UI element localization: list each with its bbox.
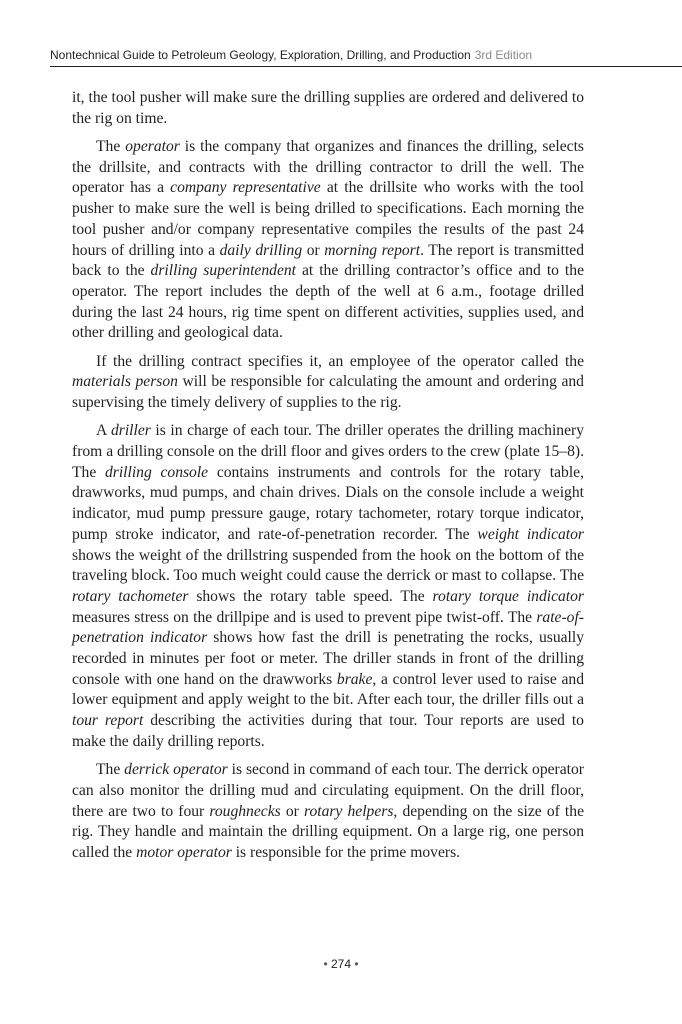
text-run: it, the tool pusher will make sure the drilling supplies are ordered and delivered to the rig on time. (72, 89, 584, 127)
text-run: or (280, 802, 304, 820)
text-run: describing the activities during that tour. Tour reports are used to make the daily drilling reports. (72, 712, 584, 750)
bullet-left-icon: • (323, 957, 328, 971)
text-run: contains instruments and controls for the rotary table, drawworks, mud pumps, and chain drives. Dials on the console include a weight indicator, mud pump pressure gauge, rotary tachometer, rotary torque indicator, pump stroke indicator, and rate-of-penetration recorder. The (72, 463, 584, 543)
italic-term: drilling superintendent (150, 262, 296, 280)
edition-label: 3rd Edition (474, 48, 533, 62)
text-run: is second in command of each tour. The derrick operator can also monitor the drilling mud and circulating equipment. On the drill floor, there are two to four (72, 761, 584, 820)
page-number-value: 274 (330, 957, 352, 971)
italic-term: rotary helpers (303, 802, 394, 820)
page-number (0, 957, 682, 971)
text-run: A (96, 422, 111, 440)
body-text (72, 88, 584, 871)
italic-term: materials person (72, 373, 178, 391)
italic-term: tour report (72, 712, 144, 730)
text-run: is responsible for the prime movers. (231, 843, 461, 861)
italic-term: driller (110, 422, 151, 440)
italic-term: rotary torque indicator (432, 587, 585, 605)
paragraph (72, 352, 584, 414)
italic-term: weight indicator (477, 525, 584, 543)
italic-term: rotary tachometer (72, 587, 189, 605)
paragraph (72, 421, 584, 752)
text-run: at the drilling contractor’s office and to the operator. The report includes the depth of the well at 6 a.m., footage drilled during the last 24 hours, rig time spent on different activities, supplies used, and other drilling and geological data. (72, 262, 584, 342)
text-run: measures stress on the drillpipe and is used to prevent pipe twist-off. The (72, 608, 537, 626)
text-run: shows how fast the drill is penetrating the rocks, usually recorded in minutes per foot or meter. The driller stands in front of the drilling console with one hand on the drawworks (72, 629, 585, 688)
running-header (50, 46, 682, 67)
text-run: or (302, 241, 325, 259)
text-run: The (96, 761, 125, 779)
text-run: If the drilling contract specifies it, an employee of the operator called the (96, 352, 584, 370)
italic-term: roughnecks (209, 802, 281, 820)
italic-term: drilling console (104, 463, 209, 481)
text-run: The (96, 138, 126, 155)
book-title: Nontechnical Guide to Petroleum Geology, Exploration, Drilling, and Production (50, 48, 471, 62)
text-run: shows the rotary table speed. The (188, 587, 433, 605)
text-run: at the drillsite who works with the tool pusher to make sure the well is being drilled to specifications. Each morning the tool pusher and/or company representative compiles the results of the past 24 hours of drilling into a (72, 179, 585, 259)
italic-term: motor operator (136, 843, 232, 861)
italic-term: rate-of-penetration indicator (72, 608, 584, 647)
paragraph (72, 137, 584, 344)
text-run: is the company that organizes and finances the drilling, selects the drillsite, and contracts with the drilling contractor to drill the well. The operator has a (72, 138, 584, 197)
paragraph (72, 88, 584, 129)
text-run: , depending on the size of the rig. They handle and maintain the drilling equipment. On a large rig, one person called the (72, 802, 584, 861)
text-run: shows the weight of the drillstring suspended from the hook on the bottom of the traveling block. Too much weight could cause the derrick or mast to collapse. The (72, 546, 584, 585)
text-run: , a control lever used to raise and lower equipment and apply weight to the bit. After each tour, the driller fills out a (72, 670, 584, 709)
italic-term: derrick operator (124, 761, 228, 779)
paragraph (72, 760, 584, 864)
text-run: . The report is transmitted back to the (72, 241, 584, 280)
italic-term: operator (125, 138, 180, 155)
italic-term: daily drilling (219, 241, 303, 259)
italic-term: company representative (170, 179, 321, 197)
text-run: will be responsible for calculating the amount and ordering and supervising the timely delivery of supplies to the rig. (72, 373, 584, 412)
bullet-right-icon: • (354, 957, 359, 971)
text-run: is in charge of each tour. The driller operates the drilling machinery from a drilling console on the drill floor and gives orders to the crew (plate 15–8). The (72, 422, 584, 481)
italic-term: morning report (324, 241, 421, 259)
italic-term: brake (336, 670, 373, 688)
